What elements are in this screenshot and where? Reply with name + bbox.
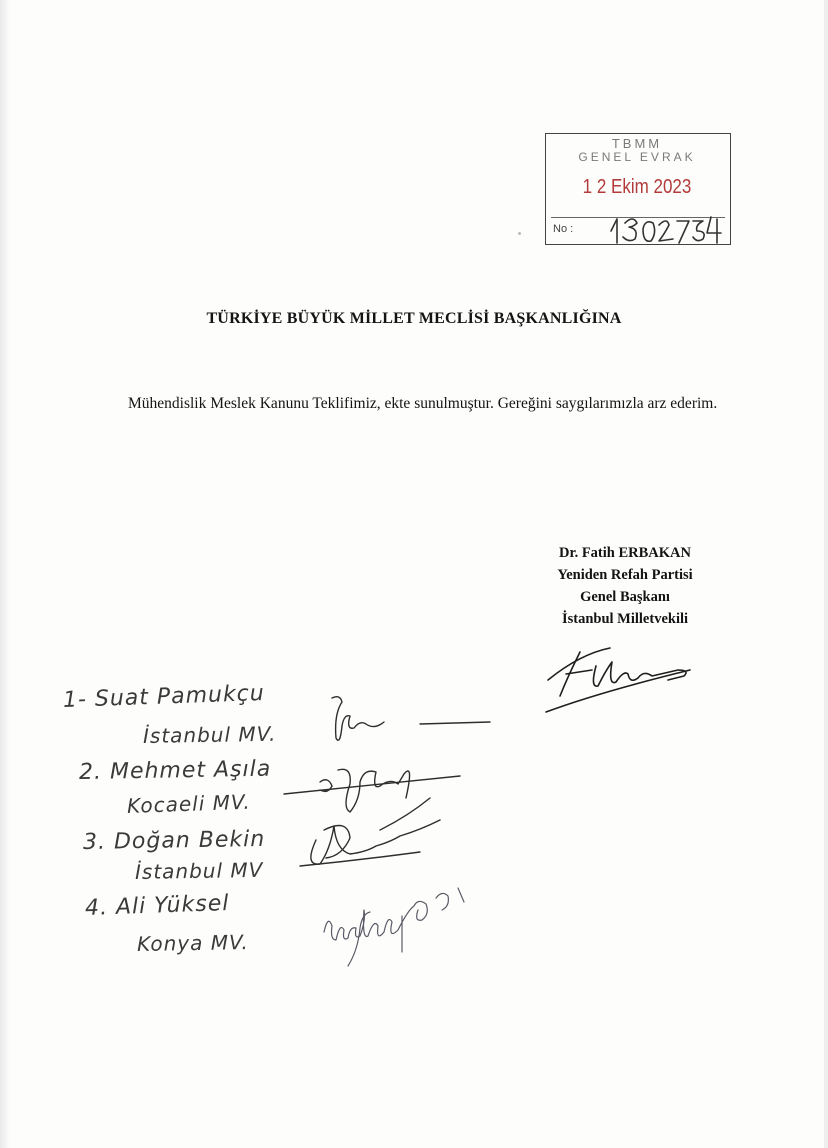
stamp-date: 1 2 Ekim 2023 [582,176,692,198]
signatory-name: Dr. Fatih ERBAKAN [559,545,691,561]
stamp-number-handwritten [607,209,737,245]
page-shadow-right [824,0,828,1148]
signatory-role: Genel Başkanı [580,589,670,605]
scan-speck [518,232,521,235]
receipt-stamp [545,133,731,245]
cosigner-4-name: 4. Ali Yüksel [84,890,230,921]
stamp-dept: GENEL EVRAK [578,150,696,164]
signatory-constituency: İstanbul Milletvekili [561,611,689,627]
body-paragraph: Mühendislik Meslek Kanunu Teklifimiz, ekte sunulmuştur. Gereğini saygılarımızla arz ederim. [128,395,718,412]
cosigner-3-district: İstanbul MV [134,857,264,884]
stamp-no-label: No : [553,223,574,235]
signatory-party: Yeniden Refah Partisi [557,567,693,583]
document-title: TÜRKİYE BÜYÜK MİLLET MECLİSİ BAŞKANLIĞINA [206,310,622,327]
stamp-org: TBMM [611,136,663,151]
cosigner-1-district: İstanbul MV. [142,721,277,748]
page-shadow-left [0,0,10,1148]
cosigner-1-name: 1- Suat Pamukçu [62,680,266,713]
signatory-block [530,542,720,630]
cosigner-2-name: 2. Mehmet Aşıla [78,756,272,785]
cosigner-4-district: Konya MV. [136,930,249,956]
cosigner-4-signature [318,870,478,980]
cosigner-2-district: Kocaeli MV. [126,789,252,818]
signature-main [540,640,700,720]
cosigner-3-name: 3. Doğan Bekin [82,826,266,855]
